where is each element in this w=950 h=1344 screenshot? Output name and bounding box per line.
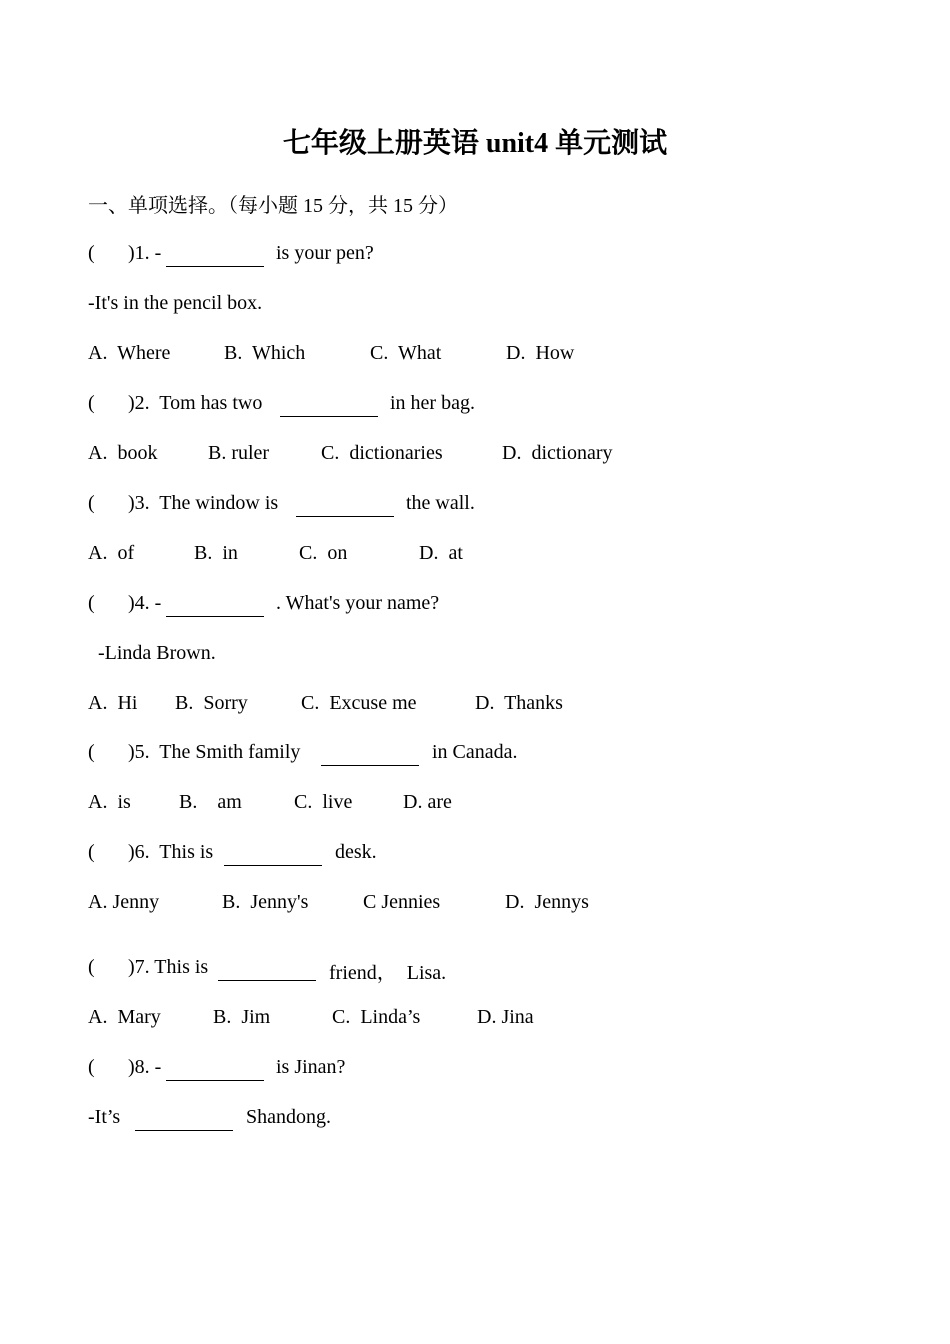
option-a[interactable]: A. Where <box>88 342 171 364</box>
question-text: . What's your name? <box>276 592 440 614</box>
option-b[interactable]: B. am <box>179 791 242 813</box>
option-a[interactable]: A. of <box>88 542 135 564</box>
answer-paren: ( <box>88 492 95 514</box>
answer-blank[interactable] <box>218 980 316 981</box>
option-c[interactable]: C Jennies <box>363 891 441 913</box>
option-c[interactable]: C. dictionaries <box>321 442 443 464</box>
option-b[interactable]: B. in <box>194 542 238 564</box>
option-c[interactable]: C. Linda’s <box>332 1006 421 1028</box>
option-b[interactable]: B. Which <box>224 342 306 364</box>
option-b[interactable]: B. Sorry <box>175 692 248 714</box>
option-d[interactable]: D. dictionary <box>502 442 613 464</box>
question-text: in Canada. <box>432 741 518 763</box>
option-d[interactable]: D. How <box>506 342 575 364</box>
option-b[interactable]: B. ruler <box>208 442 270 464</box>
answer-blank[interactable] <box>321 765 419 766</box>
page-title: 七年级上册英语 unit4 单元测试 <box>282 128 668 159</box>
answer-paren: ( <box>88 956 95 978</box>
option-c[interactable]: C. What <box>370 342 442 364</box>
question-text: friend， Lisa. <box>329 962 447 984</box>
section-heading: 一、单项选择。（每小题 15 分，共 15 分） <box>88 195 458 217</box>
answer-paren: ( <box>88 242 95 264</box>
option-c[interactable]: C. live <box>294 791 353 813</box>
question-number: )4. - <box>128 592 162 614</box>
answer-blank-2[interactable] <box>135 1130 233 1131</box>
option-b[interactable]: B. Jim <box>213 1006 271 1028</box>
option-a[interactable]: A. Jenny <box>88 891 160 913</box>
option-a[interactable]: A. Hi <box>88 692 138 714</box>
question-text: the wall. <box>406 492 475 514</box>
question-reply: -Linda Brown. <box>98 642 216 664</box>
question-text: desk. <box>335 841 377 863</box>
question-number: )3. The window is <box>128 492 279 514</box>
option-d[interactable]: D. Thanks <box>475 692 563 714</box>
question-text: is Jinan? <box>276 1056 346 1078</box>
question-reply: -It's in the pencil box. <box>88 292 263 314</box>
reply-suffix: Shandong. <box>246 1106 331 1128</box>
question-number: )1. - <box>128 242 162 264</box>
answer-paren: ( <box>88 592 95 614</box>
option-d[interactable]: D. Jennys <box>505 891 589 913</box>
question-text: in her bag. <box>390 392 475 414</box>
option-d[interactable]: D. are <box>403 791 452 813</box>
question-number: )7. This is <box>128 956 209 978</box>
reply-prefix: -It’s <box>88 1106 121 1128</box>
option-b[interactable]: B. Jenny's <box>222 891 309 913</box>
answer-blank[interactable] <box>280 416 378 417</box>
question-number: )2. Tom has two <box>128 392 263 414</box>
answer-blank[interactable] <box>166 1080 264 1081</box>
option-a[interactable]: A. Mary <box>88 1006 161 1028</box>
question-number: )6. This is <box>128 841 214 863</box>
answer-paren: ( <box>88 741 95 763</box>
option-c[interactable]: C. Excuse me <box>301 692 417 714</box>
option-a[interactable]: A. is <box>88 791 131 813</box>
question-number: )8. - <box>128 1056 162 1078</box>
answer-blank[interactable] <box>166 616 264 617</box>
question-number: )5. The Smith family <box>128 741 301 763</box>
option-c[interactable]: C. on <box>299 542 348 564</box>
answer-blank[interactable] <box>166 266 264 267</box>
option-d[interactable]: D. Jina <box>477 1006 534 1028</box>
answer-paren: ( <box>88 841 95 863</box>
answer-paren: ( <box>88 392 95 414</box>
option-a[interactable]: A. book <box>88 442 158 464</box>
answer-blank[interactable] <box>296 516 394 517</box>
answer-paren: ( <box>88 1056 95 1078</box>
question-text: is your pen? <box>276 242 374 264</box>
answer-blank[interactable] <box>224 865 322 866</box>
option-d[interactable]: D. at <box>419 542 463 564</box>
